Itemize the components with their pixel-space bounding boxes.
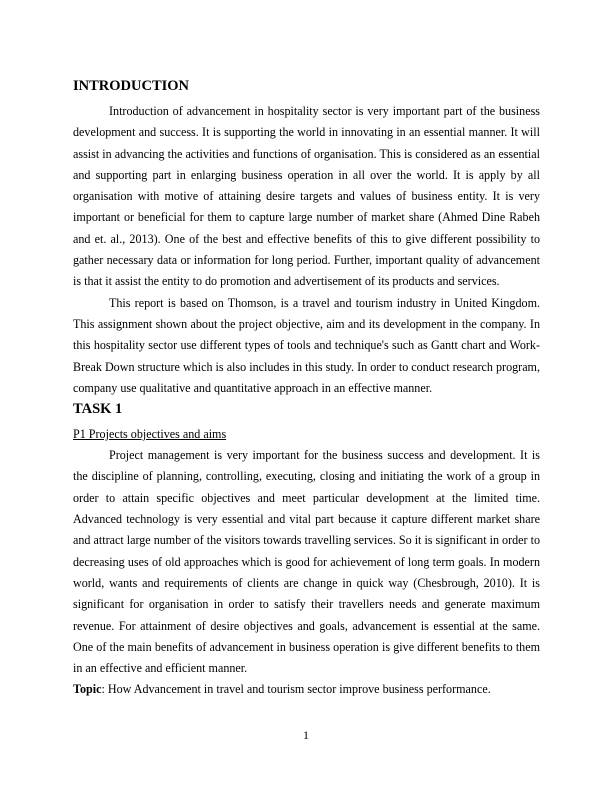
page-number: 1 <box>303 728 309 742</box>
topic-text: : How Advancement in travel and tourism sector improve business performance. <box>101 682 491 697</box>
task1-paragraph: Project management is very important for the business success and development. It is the discipline of planning, controlling, executing, closing and initiating the work of a group in order to attain specific objectives and meet particular development at the limited time. Advanced technology is very essential and vital part because it capture different market share and attract large number of the visitors towards travelling services. So it is significant in order to decreasing uses of old approaches which is good for achievement of long term goals. In modern world, wants and requirements of clients are change in quick way (Chesbrough, 2010). It is significant for organisation in order to satisfy their travellers needs and generate maximum revenue. For attainment of desire objectives and goals, advancement is essential at the same. One of the main benefits of advancement in business operation is give different benefits to them in an effective and efficient manner. <box>73 448 540 676</box>
task1-heading: TASK 1 <box>73 401 123 418</box>
document-page <box>73 76 540 700</box>
introduction-paragraph-2: This report is based on Thomson, is a travel and tourism industry in United Kingdom. This assignment shown about the project objective, aim and its development in the company. In this hospitality sector use different types of tools and technique's such as Gantt chart and Work-Break Down structure which is also includes in this study. In order to conduct research program, company use qualitative and quantitative approach in an effective manner. <box>73 295 540 395</box>
introduction-heading: INTRODUCTION <box>73 78 190 94</box>
topic-label: Topic <box>73 682 102 697</box>
introduction-paragraph-1: Introduction of advancement in hospitality sector is very important part of the business development and success. It is supporting the world in innovating in an essential manner. It will assist in advancing the activities and functions of organisation. This is considered as an essential and supporting part in enlarging business operation in all over the world. It is apply by all organisation with motive of attaining desire targets and values of business entity. It is very important or beneficial for them to capture large number of market share (Ahmed Dine Rabeh and et. al., 2013). One of the best and effective benefits of this to give different possibility to gather necessary data or information for long period. Further, important quality of advancement is that it assist the entity to do promotion and advertisement of its products and services. <box>73 104 540 289</box>
task1-subheading: P1 Projects objectives and aims <box>73 427 227 442</box>
topic-line <box>73 679 540 700</box>
